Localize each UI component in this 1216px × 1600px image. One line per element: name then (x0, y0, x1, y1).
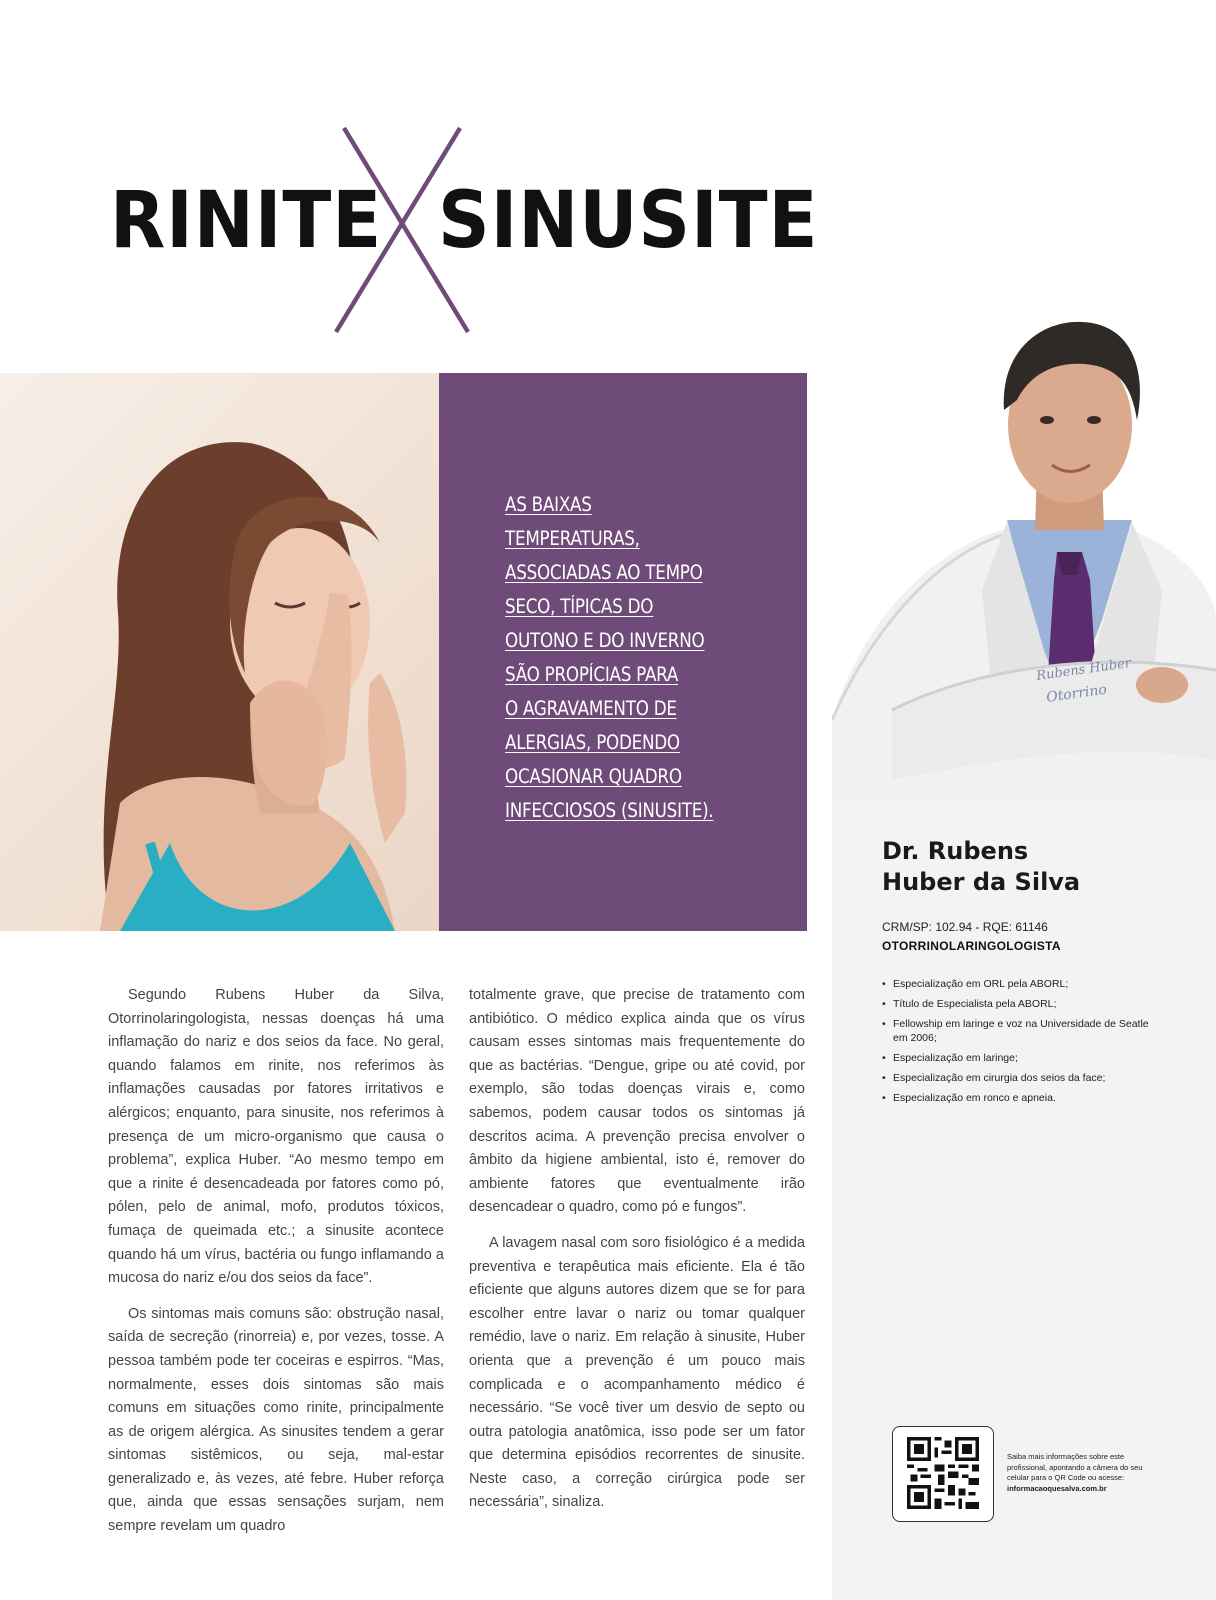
headline (100, 120, 820, 340)
credential-item: • Especialização em laringe; (882, 1051, 1152, 1065)
doctor-portrait-photo (832, 290, 1216, 800)
doctor-name-line1: Dr. Rubens (882, 837, 1029, 865)
article-paragraph: totalmente grave, que precise de tratamento com antibiótico. O médico explica ainda que os vírus causam esses sintomas mais frequentemente do que as bactérias. “Dengue, gripe ou até covid, por exemplo, são todas doenças virais e, como sabemos, podem causar todos os sintomas já descritos acima. A prevenção precisa envolver o âmbito da higiene ambiental, isto é, remover do ambiente fatores que eventualmente irão desencadear o quadro, como pó e fungos”. (469, 987, 805, 1216)
qr-code-icon (907, 1437, 979, 1509)
coat-embroidery-name: Rubens Huber (1035, 655, 1132, 684)
article-paragraph: Os sintomas mais comuns são: obstrução nasal, saída de secreção (rinorreia) e, por vezes, tosse. A pessoa também pode ter coceiras e espirros. “Mas, normalmente, esses dois sintomas são mais comuns em situações como rinite, principalmente as de origem alérgica. As sinusites tendem a gerar sintomas sistêmicos, ou seja, mal-estar generalizado e, às vezes, até febre. Huber reforça que, ainda que essas sensações surjam, nem sempre revelam um quadro (108, 1305, 444, 1535)
quote-line: OUTONO E DO INVERNO (505, 629, 705, 652)
quote-line: SECO, TÍPICAS DO (505, 595, 654, 618)
woman-illustration (0, 373, 440, 931)
credential-item: • Especialização em cirurgia dos seios da face; (882, 1071, 1152, 1085)
article-paragraph: Segundo Rubens Huber da Silva, Otorrinolaringologista, nessas doenças há uma inflamação do nariz e dos seios da face. No geral, quando falamos em rinite, nos referimos às inflamações causadas por fatores irritativos e alérgicos; enquanto, para sinusite, nos referimos à presença de um micro-organismo que causa o problema”, explica Huber. “Ao mesmo tempo em que a rinite é desencadeada por fatores como pó, pólen, pelo de animal, mofo, produtos tóxicos, fumaça de queimada etc.; a sinusite acontece quando há um vírus, bactéria ou fungo inflamando a mucosa do nariz e/ou dos seios da face”. (108, 987, 444, 1287)
doctor-name-line2: Huber da Silva (882, 868, 1081, 896)
credential-item: • Especialização em ronco e apneia. (882, 1091, 1152, 1105)
credential-item: • Título de Especialista pela ABORL; (882, 997, 1152, 1011)
quote-line: TEMPERATURAS, (505, 527, 640, 550)
qr-instructions-text: Saiba mais informações sobre este profissional, apontando a câmera do seu celular para o QR Code ou acesse: (1007, 1452, 1143, 1482)
title-sinusite: SINUSITE (438, 176, 819, 266)
doctor-crm: CRM/SP: 102.94 - RQE: 61146 (882, 920, 1048, 934)
article-column-right (469, 984, 805, 1527)
quote-line: OCASIONAR QUADRO (505, 765, 682, 788)
quote-line: ALERGIAS, PODENDO (505, 731, 680, 754)
coat-embroidery-dept: Otorrino (1045, 681, 1108, 706)
quote-line: O AGRAVAMENTO DE (505, 697, 677, 720)
article-paragraph: A lavagem nasal com soro fisiológico é a medida preventiva e terapêutica mais eficiente. Ela é tão eficiente que alguns autores dizem que se for para escolher entre lavar o nariz ou tomar qualquer remédio, lave o nariz. Em relação à sinusite, Huber orienta que a prevenção é um pouco mais complicada e o acompanhamento médico é necessário. “Se você tiver um desvio de septo ou outra patologia anatômica, isso pode ser um fator que determina episódios recorrentes de sinusite. Neste caso, a correção cirúrgica pode ser necessária”, sinaliza. (469, 1234, 805, 1511)
quote-line: SÃO PROPÍCIAS PARA (505, 663, 679, 686)
credential-item: • Fellowship em laringe e voz na Universidade de Seatle em 2006; (882, 1017, 1152, 1045)
quote-line: AS BAIXAS (505, 493, 592, 516)
doctor-illustration (832, 290, 1216, 800)
quote-line: ASSOCIADAS AO TEMPO (505, 561, 703, 584)
credential-item: • Especialização em ORL pela ABORL; (882, 977, 1152, 991)
doctor-specialty: OTORRINOLARINGOLOGISTA (882, 939, 1061, 953)
qr-instructions (1007, 1452, 1157, 1494)
qr-link[interactable]: informacaoquesalva.com.br (1007, 1483, 1107, 1493)
quote-line: INFECCIOSOS (SINUSITE). (505, 799, 714, 822)
pull-quote (505, 488, 795, 828)
title-rinite: RINITE (110, 176, 383, 266)
article-column-left (108, 984, 444, 1551)
doctor-credentials (882, 977, 1152, 1111)
pull-quote-box (439, 373, 807, 931)
doctor-name (882, 836, 1182, 898)
qr-code-card[interactable] (892, 1426, 994, 1522)
woman-sinus-photo (0, 373, 440, 931)
